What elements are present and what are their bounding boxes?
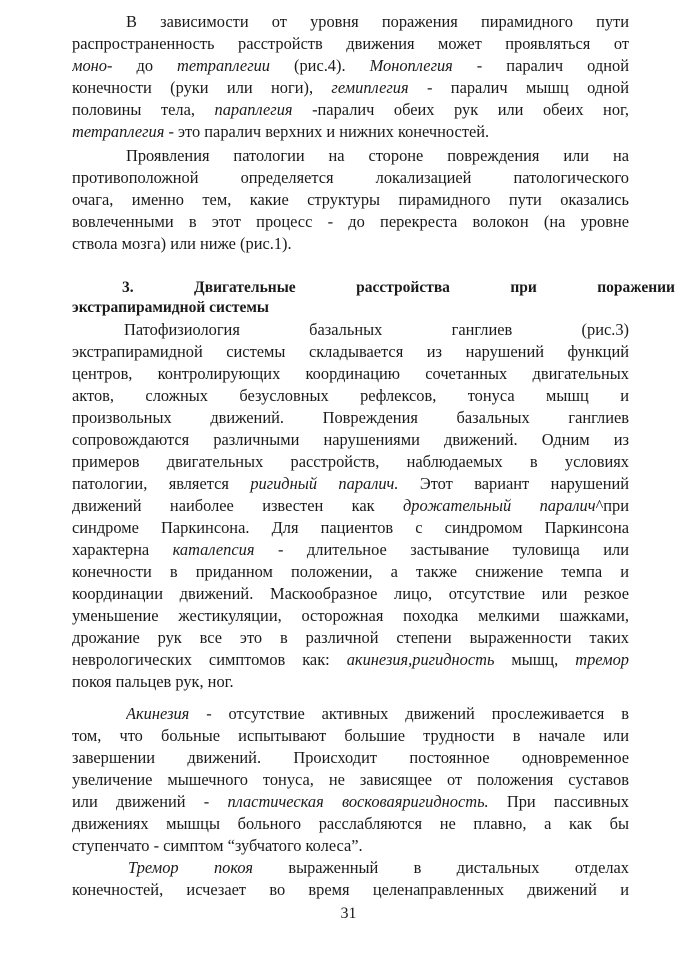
italic-term: параплегия (214, 100, 293, 119)
section-heading (72, 297, 676, 319)
italic-term: Тремор покоя (128, 858, 253, 877)
text-line (72, 835, 629, 857)
text-line (72, 407, 629, 429)
text-line (126, 703, 629, 725)
text-line (72, 539, 629, 561)
text-run: В зависимости от уровня поражения пирамидного пути (126, 12, 629, 31)
text-line (72, 77, 629, 99)
text-run: сопровождаются различными нарушениями движений. Одним из (72, 430, 629, 449)
text-line (72, 671, 629, 693)
text-run: патологии, является (72, 474, 251, 493)
text-run: - отсутствие активных движений прослеживается в (189, 704, 629, 723)
text-run: мышц, (494, 650, 576, 669)
text-line (72, 189, 629, 211)
text-run: увеличение мышечного тонуса, не зависящее от положения суставов (72, 770, 629, 789)
text-line (72, 55, 629, 77)
text-run: синдроме Паркинсона. Для пациентов с синдромом Паркинсона (72, 518, 629, 537)
page-number: 31 (340, 905, 357, 922)
text-run: уменьшение жестикуляции, осторожная походка мелкими шажками, (72, 606, 629, 625)
text-run: половины тела, (72, 100, 215, 119)
text-line (72, 517, 629, 539)
text-line (72, 813, 629, 835)
text-run: Проявления патологии на стороне повреждения или на (126, 146, 629, 165)
text-line (126, 145, 629, 167)
text-run: противоположной определяется локализацией патологического (72, 168, 629, 187)
italic-term: тремор (575, 650, 629, 669)
text-run: конечности в приданном положении, а также снижение темпа и (72, 562, 629, 581)
text-run: экстрапирамидной системы (72, 299, 269, 316)
text-run: Этот вариант нарушений (398, 474, 629, 493)
text-line (72, 561, 629, 583)
text-line (72, 649, 629, 671)
text-run: координации движений. Маскообразное лицо, отсутствие или резкое (72, 584, 629, 603)
italic-term: дрожательный паралич (402, 496, 596, 515)
text-run: вовлеченными в этот процесс - до перекреста волокон (на уровне (72, 212, 629, 231)
italic-term: тетраплегии (177, 56, 270, 75)
text-run: (рис.4). (269, 56, 370, 75)
italic-term: Акинезия (126, 704, 190, 723)
text-run: конечностей, исчезает во время целенаправленных движений и (72, 880, 629, 899)
text-line (72, 233, 629, 255)
text-run: до (112, 56, 178, 75)
text-line (72, 99, 629, 121)
text-run: ствола мозга) или ниже (рис.1). (72, 234, 292, 253)
text-line (128, 857, 629, 879)
text-line (72, 33, 629, 55)
italic-term: гемиплегия (331, 78, 409, 97)
text-run: очага, именно тем, какие структуры пирамидного пути оказались (72, 190, 629, 209)
text-run: покоя пальцев рук, ног. (72, 672, 234, 691)
text-run: движений наиболее известен как (72, 496, 403, 515)
text-run: -паралич обеих рук или обеих ног, (292, 100, 629, 119)
italic-term: ригидный паралич. (250, 474, 399, 493)
text-run: центров, контролирующих координацию сочетанных двигательных (72, 364, 629, 383)
text-line (72, 747, 629, 769)
text-line (72, 429, 629, 451)
text-run: характерна (72, 540, 173, 559)
text-run: неврологических симптомов как: (72, 650, 347, 669)
italic-term: тетраплегия (72, 122, 165, 141)
text-line (72, 473, 629, 495)
text-line (72, 451, 629, 473)
text-line (72, 583, 629, 605)
italic-term: Моноплегия (369, 56, 453, 75)
text-line (72, 791, 629, 813)
text-run: том, что больные испытывают большие трудности в начале или (72, 726, 629, 745)
text-line (72, 879, 629, 901)
text-run: или движений - (72, 792, 228, 811)
text-run: При пассивных (488, 792, 629, 811)
text-line (72, 167, 629, 189)
text-line (72, 605, 629, 627)
text-line (126, 11, 629, 33)
text-line (72, 769, 629, 791)
text-run: примеров двигательных расстройств, наблюдаемых в условиях (72, 452, 629, 471)
text-run: выраженный в дистальных отделах (253, 858, 629, 877)
text-line (72, 121, 629, 143)
text-line (124, 319, 629, 341)
text-run: экстрапирамидной системы складывается из нарушений функций (72, 342, 629, 361)
text-run: - паралич одной (452, 56, 629, 75)
text-run: актов, сложных безусловных рефлексов, тонуса мышц и (72, 386, 629, 405)
text-line (72, 363, 629, 385)
text-run: завершении движений. Происходит постоянное одновременное (72, 748, 629, 767)
text-run: движениях мышцы больного расслабляются не плавно, а как бы (72, 814, 629, 833)
section-heading (122, 277, 675, 299)
italic-term: пластическая восковаяригидность. (227, 792, 489, 811)
text-line (72, 495, 629, 517)
text-line (72, 341, 629, 363)
italic-term: акинезия,ригидность (346, 650, 495, 669)
text-line (72, 725, 629, 747)
italic-term: каталепсия (172, 540, 255, 559)
text-run: произвольных движений. Повреждения базальных ганглиев (72, 408, 629, 427)
italic-term: моно- (72, 56, 113, 75)
text-run: ступенчато - симптом “зубчатого колеса”. (72, 836, 363, 855)
text-run: - паралич мышц одной (408, 78, 629, 97)
text-run: ^при (595, 496, 629, 515)
text-line (72, 627, 629, 649)
text-run: дрожание рук все это в различной степени выраженности таких (72, 628, 629, 647)
text-line (72, 385, 629, 407)
text-run: - это паралич верхних и нижних конечностей. (164, 122, 490, 141)
text-run: - длительное застывание туловища или (254, 540, 629, 559)
text-run: Патофизиология базальных ганглиев (рис.3) (124, 320, 629, 339)
text-run: 3. Двигательные расстройства при поражении (122, 279, 675, 296)
text-run: конечности (руки или ноги), (72, 78, 332, 97)
text-line (72, 211, 629, 233)
text-run: распространенность расстройств движения может проявляться от (72, 34, 629, 53)
